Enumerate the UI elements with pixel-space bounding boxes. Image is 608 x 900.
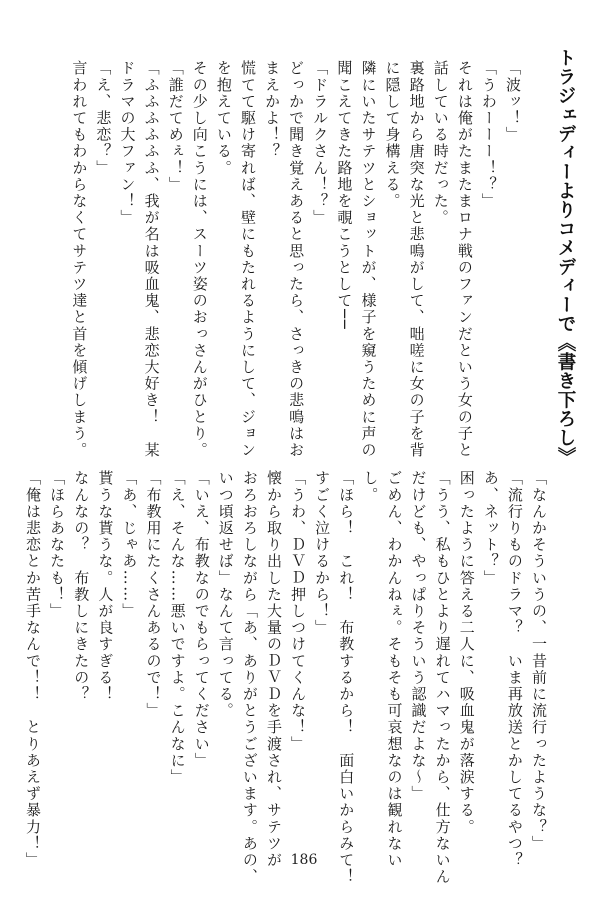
text-line: 聞こえてきた路地を覗こうとして── xyxy=(335,60,354,331)
text-line: 裏路地から唐突な光と悲鳴がして、咄嗟に女の子を背 xyxy=(407,60,426,459)
text-line: 「いえ、布教なのでもらってください」 xyxy=(192,470,211,769)
text-line: まえかよ！？ xyxy=(263,60,282,160)
text-line: 「うわ、ＤＶＤ押しつけてくんな！」 xyxy=(289,470,308,753)
text-line: それは俺がたまたまロナ戦のファンだという女の子と xyxy=(455,60,474,459)
text-line: 困ったように答える二人に、吸血鬼が落涙する。 xyxy=(457,470,476,836)
text-line: その少し向こうには、スーツ姿のおっさんがひとり。 xyxy=(190,60,209,459)
text-line: 懐から取り出した大量のＤＶＤを手渡され、サテツが xyxy=(264,470,283,869)
text-line: 「ほらあなたも！」 xyxy=(48,470,67,620)
text-block-top xyxy=(70,60,525,459)
text-line: あ、ネット？」 xyxy=(481,470,500,587)
text-line: 「俺は悲恋とか苦手なんで！！ とりあえず暴力！」 xyxy=(24,470,43,869)
text-line: 「え、悲恋？」 xyxy=(94,60,113,177)
text-line: 「あ、じゃあ……」 xyxy=(120,470,139,620)
text-line: 「波ッ！」 xyxy=(504,60,522,143)
text-line: 「なんかそういうの、一昔前に流行ったような？」 xyxy=(530,470,548,852)
text-line: 言われてもわからなくてサテツ達と首を傾げしまう。 xyxy=(70,60,89,459)
text-line: ドラマの大ファン！」 xyxy=(118,60,137,226)
chapter-title: トラジェディーよりコメディーで《書き下ろし》 xyxy=(555,48,576,466)
text-line: し。 xyxy=(361,470,380,504)
text-line: 「ほら！ これ！ 布教するから！ 面白いからみて！ xyxy=(337,470,356,885)
text-line: だけども、やっぱりそういう認識だよな〜」 xyxy=(409,470,428,802)
text-line: 「布教用にたくさんあるので！」 xyxy=(144,470,163,719)
text-line: なんなの？ 布教しにきたの？ xyxy=(72,470,91,703)
text-line: おろおろしながら「あ、ありがとうございます。あの、 xyxy=(240,470,259,885)
text-line: 話している時だった。 xyxy=(431,60,450,226)
text-line: 隣にいたサテツとショットが、様子を窺うために声の xyxy=(359,60,378,459)
text-line: 「うう、私もひとより遅れてハマったから、仕方ないん xyxy=(433,470,452,885)
text-line: 「ふふふふふふ、我が名は吸血鬼、悲恋大好き！ 某 xyxy=(142,60,161,459)
text-line: 「誰だてめぇ！」 xyxy=(166,60,185,193)
text-line: を抱えている。 xyxy=(214,60,233,177)
text-line: 「ドラルクさん！？」 xyxy=(311,60,330,226)
text-line: 「流行りものドラマ？ いま再放送とかしてるやつ？ xyxy=(505,470,524,869)
text-line: ごめん、わかんねぇ。そもそも可哀想なのは観れない xyxy=(385,470,404,869)
text-line: すごく泣けるから！」 xyxy=(313,470,332,636)
text-line: いつ頃返せば」なんて言ってる。 xyxy=(216,470,235,719)
text-line: 「うわーーー！？」 xyxy=(479,60,498,210)
text-line: どっかで聞き覚えあると思ったら、さっきの悲鳴はお xyxy=(287,60,306,459)
text-line: 貰うな貰うな。人が良すぎる！ xyxy=(96,470,115,703)
text-line: に隠して身構える。 xyxy=(383,60,402,210)
text-line: 慌てて駆け寄れば、壁にもたれるようにして、ジョン xyxy=(238,60,257,459)
page-number: 186 xyxy=(290,852,318,868)
text-line: 「え、そんな……悪いですよ。こんなに」 xyxy=(168,470,187,786)
